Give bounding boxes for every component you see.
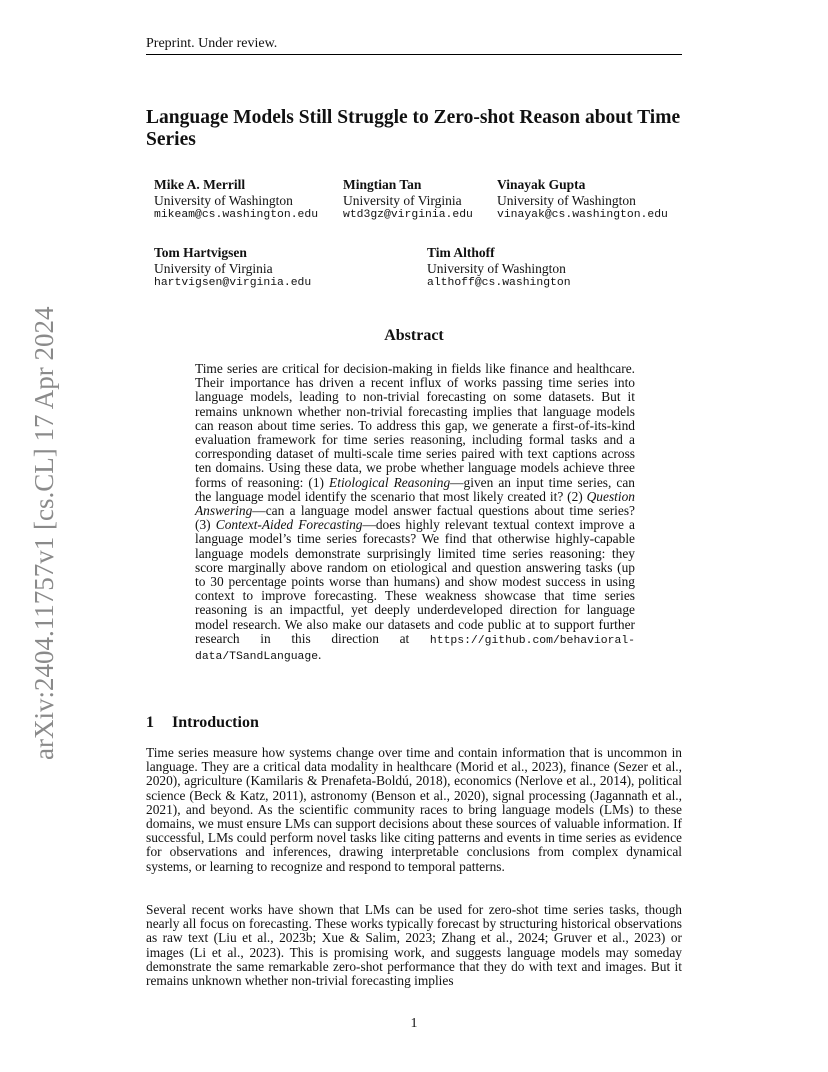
author-name: Tom Hartvigsen	[154, 245, 247, 260]
section-number: 1	[146, 714, 154, 731]
author-block	[497, 177, 668, 224]
abstract-body	[195, 362, 635, 664]
author-affiliation: University of Washington	[497, 192, 636, 208]
abstract-italic: Etiological Reasoning	[329, 474, 451, 490]
author-name: Tim Althoff	[427, 245, 495, 260]
section-title: Introduction	[172, 714, 259, 731]
intro-paragraph	[146, 903, 682, 988]
abstract-text: —given an input time series, can the language model identify the scenario that most likely created it? (2)	[195, 474, 635, 504]
abstract-heading: Abstract	[384, 327, 444, 344]
page-number: 1	[410, 1016, 418, 1031]
author-name: Vinayak Gupta	[497, 177, 586, 192]
abstract-text: Time series are critical for decision-making in fields like finance and healthcare. Their importance has driven a recent influx of works passing time series into language models, leading to non-trivial forecasting on some datasets. But it remains unknown whether non-trivial forecasting implies that language models can reason about time series. To address this gap, we generate a first-of-its-kind evaluation framework for time series reasoning, including formal tasks and a corresponding dataset of multi-scale time series paired with text captions across ten domains. Using these data, we probe whether language models achieve three forms of reasoning: (1)	[195, 361, 635, 490]
paragraph-text: Several recent works have shown that LMs can be used for zero-shot time series tasks, though nearly all focus on forecasting. These works typically forecast by structuring historical observations as raw text (Liu et al., 2023b; Xue & Salim, 2023; Zhang et al., 2024; Gruver et al., 2023) or images (Li et al., 2023). This is promising work, and suggests language models may someday demonstrate the same remarkable zero-shot performance that they do with text and images. But it remains unknown whether non-trivial forecasting implies	[146, 902, 682, 989]
author-block	[154, 177, 318, 224]
author-block	[343, 177, 473, 224]
author-block	[154, 245, 311, 292]
paragraph-text: Time series measure how systems change over time and contain information that is uncommon in language. They are a critical data modality in healthcare (Morid et al., 2023), finance (Sezer et al., 2020), agriculture (Kamilaris & Prenafeta-Boldú, 2018), economics (Nerlove et al., 2014), political science (Beck & Katz, 2011), astronomy (Benson et al., 2020), signal processing (Jagannath et al., 2021), and beyond. As the scientific community races to bring language models (LMs) to these domains, we must ensure LMs can support decisions about these sources of valuable information. If successful, LMs could perform novel tasks like citing patterns and events in time series as evidence for observations and inferences, drawing interpretable conclusions from complex dynamical systems, or learning to recognize and respond to temporal patterns.	[146, 745, 682, 874]
running-header: Preprint. Under review.	[146, 36, 682, 55]
author-email: mikeam@cs.washington.edu	[154, 209, 319, 221]
author-affiliation: University of Washington	[154, 192, 293, 208]
paper-title: Language Models Still Struggle to Zero-shot Reason about Time Series	[146, 107, 681, 150]
abstract-paragraph	[195, 362, 635, 664]
abstract-italic: Question Answering	[195, 488, 635, 519]
abstract-italic: Context-Aided Forecasting	[215, 517, 363, 533]
author-block	[427, 245, 571, 292]
abstract-text: —can a language model answer factual questions about time series? (3)	[195, 503, 635, 533]
arxiv-stamp: arXiv:2404.11757v1 [cs.CL] 17 Apr 2024	[29, 306, 59, 760]
abstract-text: —does highly relevant textual context improve a language model’s time series forecasts? We find that otherwise highly-capable language models demonstrate surprisingly limited time series reasoning: they score marginally above random on etiological and question answering tasks (up to 30 percentage points worse than humans) and show modest success in using context to improve forecasting. These weakness showcase that time series reasoning is an impactful, yet deeply underdeveloped direction for language model research. We also make our datasets and code public at to support further research in this direction at	[195, 517, 635, 646]
author-email: hartvigsen@virginia.edu	[154, 277, 312, 289]
author-name: Mingtian Tan	[343, 177, 422, 192]
author-affiliation: University of Virginia	[343, 192, 462, 208]
author-email: wtd3gz@virginia.edu	[343, 209, 473, 221]
author-email: vinayak@cs.washington.edu	[497, 209, 668, 221]
author-name: Mike A. Merrill	[154, 177, 246, 192]
section-heading	[146, 714, 259, 732]
abstract-text: .	[318, 647, 322, 663]
intro-paragraph	[146, 746, 682, 874]
author-affiliation: University of Virginia	[154, 260, 273, 276]
repo-link[interactable]: https://github.com/behavioral-data/TSandLanguage	[195, 634, 635, 664]
author-email: althoff@cs.washington	[427, 277, 571, 289]
author-affiliation: University of Washington	[427, 260, 566, 276]
